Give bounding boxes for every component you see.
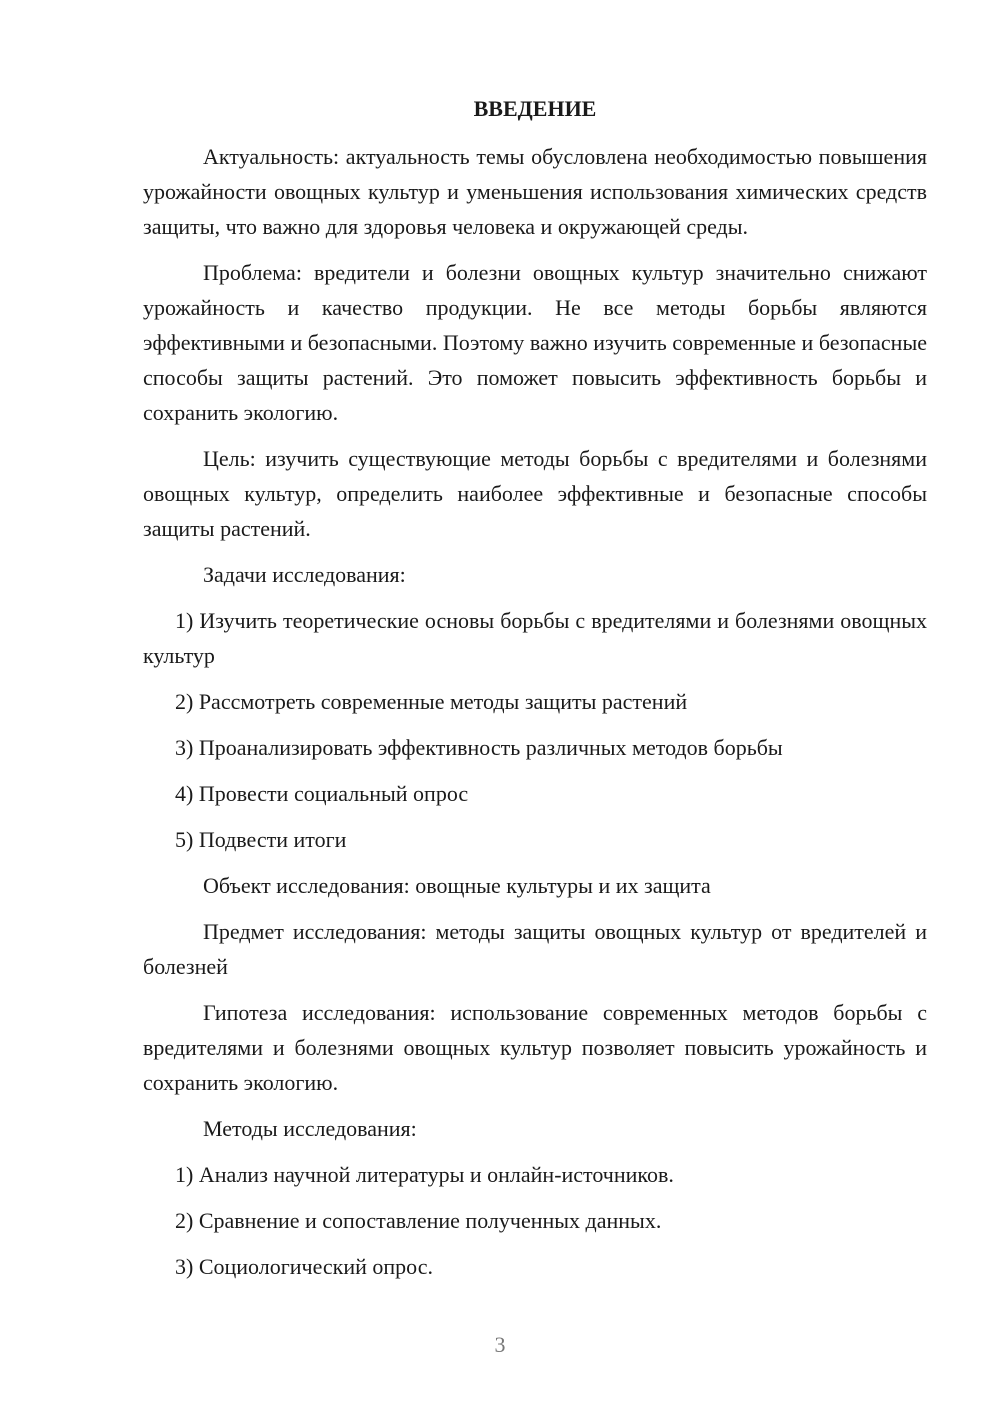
subject-paragraph: Предмет исследования: методы защиты овощных культур от вредителей и болезней <box>143 919 927 979</box>
method-item: 2) Сравнение и сопоставление полученных данных. <box>175 1208 662 1233</box>
hypothesis-paragraph: Гипотеза исследования: использование современных методов борьбы с вредителями и болезнями овощных культур позволяет повысить урожайность и сохранить экологию. <box>143 1000 927 1095</box>
task-item: 1) Изучить теоретические основы борьбы с вредителями и болезнями овощных культур <box>143 608 927 668</box>
relevance-paragraph: Актуальность: актуальность темы обусловлена необходимостью повышения урожайности овощных культур и уменьшения использования химических средств защиты, что важно для здоровья человека и окружающей среды. <box>143 144 927 239</box>
task-item: 3) Проанализировать эффективность различных методов борьбы <box>175 735 783 760</box>
problem-paragraph: Проблема: вредители и болезни овощных культур значительно снижают урожайность и качество продукции. Не все методы борьбы являются эффективными и безопасными. Поэтому важно изучить современные и безопасные способы защиты растений. Это поможет повысить эффективность борьбы и сохранить экологию. <box>143 260 927 425</box>
task-item: 4) Провести социальный опрос <box>175 781 469 806</box>
page-number: 3 <box>494 1332 506 1357</box>
task-item: 2) Рассмотреть современные методы защиты растений <box>175 689 688 714</box>
method-item: 3) Социологический опрос. <box>175 1254 433 1279</box>
methods-heading: Методы исследования: <box>203 1116 417 1141</box>
task-item: 5) Подвести итоги <box>175 827 347 852</box>
tasks-heading: Задачи исследования: <box>203 562 406 587</box>
page-content <box>143 93 927 1295</box>
goal-paragraph: Цель: изучить существующие методы борьбы с вредителями и болезнями овощных культур, определить наиболее эффективные и безопасные способы защиты растений. <box>143 446 927 541</box>
section-title: ВВЕДЕНИЕ <box>473 96 597 121</box>
object-paragraph: Объект исследования: овощные культуры и их защита <box>203 873 711 898</box>
method-item: 1) Анализ научной литературы и онлайн-источников. <box>175 1162 674 1187</box>
